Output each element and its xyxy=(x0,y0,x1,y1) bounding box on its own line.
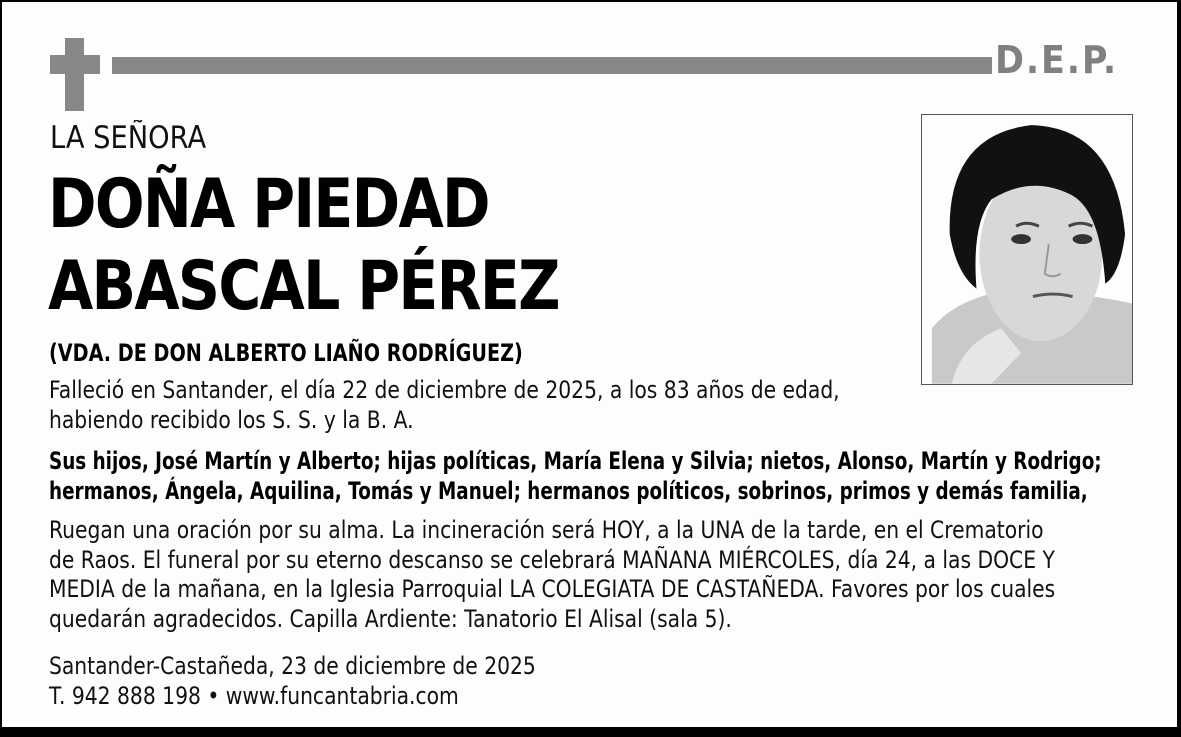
portrait-photo xyxy=(921,114,1133,385)
service-info xyxy=(49,516,1055,634)
deceased-name-line2: ABASCAL PÉREZ xyxy=(48,247,559,326)
obituary-card xyxy=(2,2,1177,727)
widow-of: (VDA. DE DON ALBERTO LIAÑO RODRÍGUEZ) xyxy=(49,339,523,367)
service-line: Ruegan una oración por su alma. La incineración será HOY, a la UNA de la tarde, en el Crematorio xyxy=(49,516,1044,544)
deceased-name-line1: DOÑA PIEDAD xyxy=(48,165,489,244)
contact-info: T. 942 888 198 • www.funcantabria.com xyxy=(49,681,459,710)
cross-horizontal-bar xyxy=(50,55,100,74)
family-line: hermanos, Ángela, Aquilina, Tomás y Manuel; hermanos políticos, sobrinos, primos y demás familia, xyxy=(49,477,1088,505)
honorific: LA SEÑORA xyxy=(50,120,207,156)
service-line: de Raos. El funeral por su eterno descanso se celebrará MAÑANA MIÉRCOLES, día 24, a las DOCE Y xyxy=(49,545,1055,574)
place-date: Santander-Castañeda, 23 de diciembre de 2025 xyxy=(49,652,536,680)
family-line: Sus hijos, José Martín y Alberto; hijas políticas, María Elena y Silvia; nietos, Alonso, Martín y Rodrigo; xyxy=(49,447,1102,475)
death-info-line: Falleció en Santander, el día 22 de diciembre de 2025, a los 83 años de edad, xyxy=(49,376,840,404)
footer xyxy=(49,652,536,711)
portrait-image xyxy=(922,115,1132,384)
dep-label: D.E.P. xyxy=(995,38,1118,82)
cross-vertical-bar xyxy=(65,38,84,111)
service-line: quedarán agradecidos. Capilla Ardiente: Tanatorio El Alisal (sala 5). xyxy=(49,604,732,633)
death-info-line: habiendo recibido los S. S. y la B. A. xyxy=(49,405,414,434)
header-rule xyxy=(112,57,992,74)
service-line: MEDIA de la mañana, en la Iglesia Parroquial LA COLEGIATA DE CASTAÑEDA. Favores por los cuales xyxy=(49,575,1056,603)
family-list xyxy=(49,446,1102,506)
death-info xyxy=(49,376,840,435)
